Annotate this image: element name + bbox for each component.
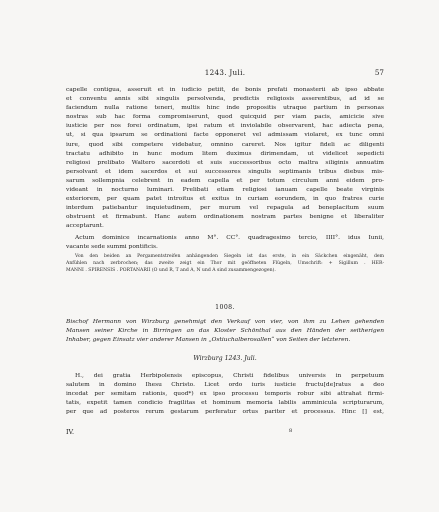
summary-line: Inhaber, gegen Einsatz vier anderer Mansen in „Ostiuchalberosallen“ von Seiten der letzteren.	[66, 337, 351, 344]
note-line: Anfühlen nach zerbrochen; das zweite zeigt ein Thor mit geöffneten Flügeln, Umschrift: + Sigillum . HER-	[66, 261, 384, 267]
signature-mark-right: 8	[289, 428, 293, 434]
signature-mark-left: IV.	[66, 428, 75, 436]
document-number: 1008.	[215, 304, 235, 311]
text-line: Actum dominice incarnationis anno M°. CC°. quadragesimo tercio, IIII°. idus Iunii,	[75, 235, 384, 241]
text-line: incedat per semitam rationis, quod*) ex ipso processu temporis robur sibi attrahat firmi-	[66, 391, 384, 398]
text-line: per que ad posteros rerum gestarum perferatur ortus pariter et processus. Hinc [] est,	[66, 409, 384, 416]
document-date: Wirzburg 1243. Juli.	[193, 355, 257, 362]
continued-charter-text	[66, 86, 384, 232]
text-line: tractatu adhibito in hunc modum litem duximus dirimendam, ut videlicet sepedicti	[66, 150, 384, 157]
text-line: H., dei gratia Herbipolensis episcopus, Christi fidelibus universis in perpetuum	[75, 373, 384, 379]
summary-line: Bischof Hermann von Wirzburg genehmigt den Verkauf von vier, von ihm zu Lehen gehenden	[66, 319, 384, 325]
text-line: persolvant et idem sacerdos et sui successores singulis septimanis tribus diebus mis-	[66, 168, 384, 175]
text-line: obstruent et firmabunt. Hanc autem ordinationem nostram partes benigne et liberaliter	[66, 214, 384, 221]
text-line: vacante sede summi pontificis.	[66, 244, 158, 251]
text-line: iure, quod sibi competere videbatur, omnino careret. Nos igitur fideli ac diligenti	[66, 141, 384, 148]
text-line: interdum patiebantur inquietudinem, per murum vel repagula ad beneplacitum suum	[66, 205, 384, 212]
text-line: nostras sub hac forma compromiserunt, quod quicquid per viam pacis, amicicie sive	[66, 114, 384, 121]
running-header	[66, 68, 384, 80]
text-line: capelle contigua, asseruit et in iudicio petiit, de bonis prefati monasterii ab ipso abbate	[66, 87, 384, 93]
seal-note	[66, 253, 384, 275]
text-line: sarum sollempnia celebrent in eadem capella et per totum circulum anni eidem pro-	[66, 177, 384, 184]
page-number: 57	[374, 68, 384, 77]
text-line: et conventu annis sibi singulis persolvenda, predictis religiosis asserentibus, ad id se	[66, 96, 384, 103]
letter-text	[66, 372, 384, 417]
document-summary	[66, 318, 384, 345]
text-line: salutem in domino Ihesu Christo. Licet ordo iuris iusticie fructu[de]ratus a deo	[66, 382, 384, 389]
text-line: videant in nocturno luminari. Prelibati etiam religiosi ianuam capelle beate virginis	[66, 187, 384, 194]
text-line: iusticie per nos forei ordinatum, ipsi ratum et inviolabile observarent, hac adiecta pena,	[66, 123, 384, 130]
summary-line: Mansen seiner Kirche in Birringen an das Kloster Schönthal aus den Händen der seitherigen	[66, 328, 384, 335]
text-line: religiosi prelibato Waltero sacerdoti et suis successoribus octo maltra siliginis annuatim	[66, 159, 384, 166]
text-line: ut, si qua ipsarum se ordinationi facte opponeret vel admissam violaret, ex tunc omni	[66, 132, 384, 139]
actum-clause	[66, 234, 384, 252]
text-line: faciendum nulla ratione teneri, multis hinc inde propositis utraque partium in personas	[66, 105, 384, 112]
text-line: exteriorem, per quam patet introitus et exitus in curiam eorundem, in quo fratres curie	[66, 196, 384, 203]
note-line: MANNI . SPIRENSIS . PORTANARII (O und R, T and A, N und A sind zusammengezogen).	[66, 268, 276, 274]
text-line: tatis, expetit tamen condicio fragilitas et hominum memoria labilis amminicula scripturarum,	[66, 400, 384, 407]
running-title: 1243. Juli.	[204, 68, 246, 77]
text-line: acceptarunt.	[66, 223, 104, 230]
page-footer	[66, 428, 384, 438]
note-line: Von den beiden an Pergamentstreifen anhängenden Siegeln ist das erste, in ein Säckchen eingenäht, dem	[75, 254, 384, 259]
